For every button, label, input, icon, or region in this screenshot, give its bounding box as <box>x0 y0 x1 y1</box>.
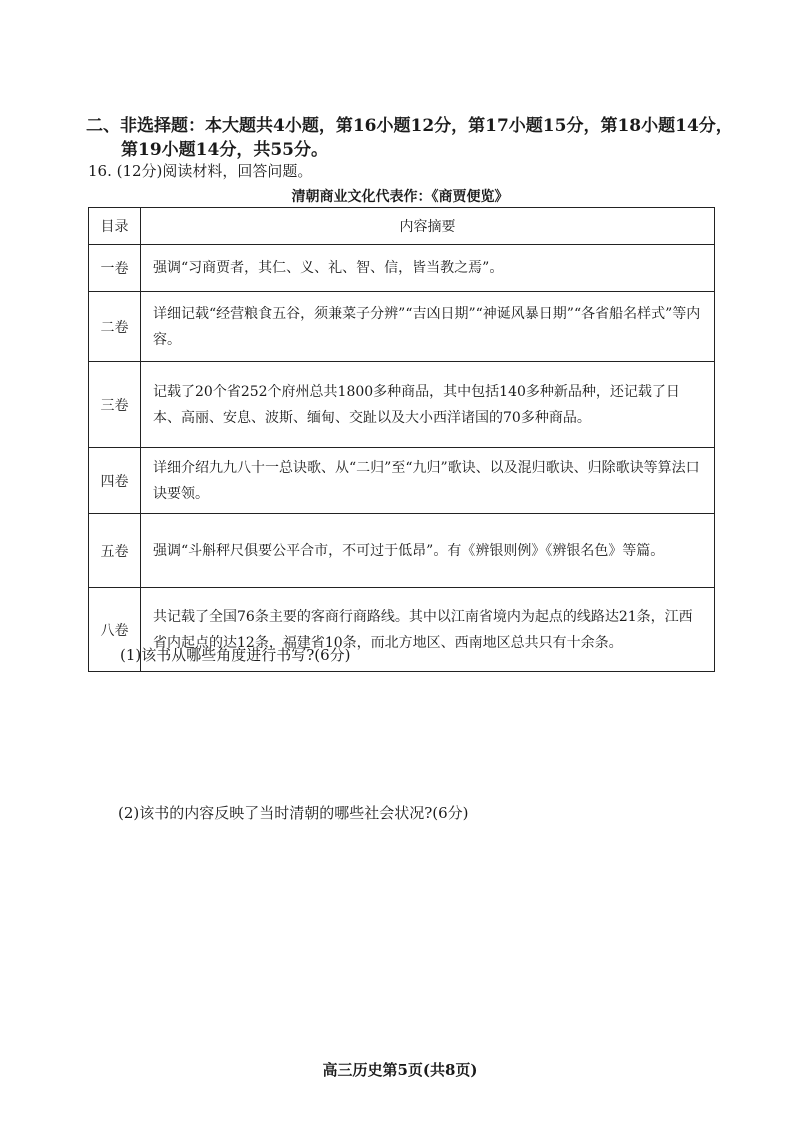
question-intro: 16. (12分)阅读材料，回答问题。 <box>88 162 313 180</box>
section-heading-line2: 第19小题14分，共55分。 <box>121 140 328 160</box>
content-cell: 记载了20个省252个府州总共1800多种商品，其中包括140多种新品种，还记载了日本、高丽、安息、波斯、缅甸、交趾以及大小西洋诸国的70多种商品。 <box>141 362 715 448</box>
table-title: 清朝商业文化代表作：《商贾便览》 <box>291 189 509 205</box>
header-content: 内容摘要 <box>141 208 715 245</box>
volume-cell: 三卷 <box>89 362 141 448</box>
volume-cell: 二卷 <box>89 292 141 362</box>
table-row <box>89 448 715 514</box>
content-cell: 详细介绍九九八十一总诀歌、从“二归”至“九归”歌诀、以及混归歌诀、归除歌诀等算法口诀要领。 <box>141 448 715 514</box>
summary-table <box>88 207 715 672</box>
table-row <box>89 245 715 292</box>
section-heading-line1: 二、非选择题：本大题共4小题，第16小题12分，第17小题15分，第18小题14分， <box>86 116 733 136</box>
table-header-row <box>89 208 715 245</box>
content-cell: 强调“斗斛秤尺俱要公平合市，不可过于低昂”。有《辨银则例》《辨银名色》等篇。 <box>141 514 715 588</box>
content-cell: 详细记载“经营粮食五谷，须兼菜子分辨”“吉凶日期”“神诞风暴日期”“各省船名样式”等内容。 <box>141 292 715 362</box>
table-row <box>89 362 715 448</box>
volume-cell: 四卷 <box>89 448 141 514</box>
content-cell: 强调“习商贾者，其仁、义、礼、智、信，皆当教之焉”。 <box>141 245 715 292</box>
table-row <box>89 514 715 588</box>
sub-question-1: (1)该书从哪些角度进行书写?(6分) <box>120 646 351 664</box>
volume-cell: 八卷 <box>89 588 141 672</box>
volume-cell: 五卷 <box>89 514 141 588</box>
content-cell: 共记载了全国76条主要的客商行商路线。其中以江南省境内为起点的线路达21条，江西省内起点的达12条，福建省10条，而北方地区、西南地区总共只有十余条。 <box>141 588 715 672</box>
sub-question-2: (2)该书的内容反映了当时清朝的哪些社会状况?(6分) <box>118 804 469 822</box>
table-row <box>89 292 715 362</box>
volume-cell: 一卷 <box>89 245 141 292</box>
section-heading <box>86 114 736 162</box>
header-volume: 目录 <box>89 208 141 245</box>
page-footer: 高三历史第5页(共8页) <box>322 1061 478 1079</box>
